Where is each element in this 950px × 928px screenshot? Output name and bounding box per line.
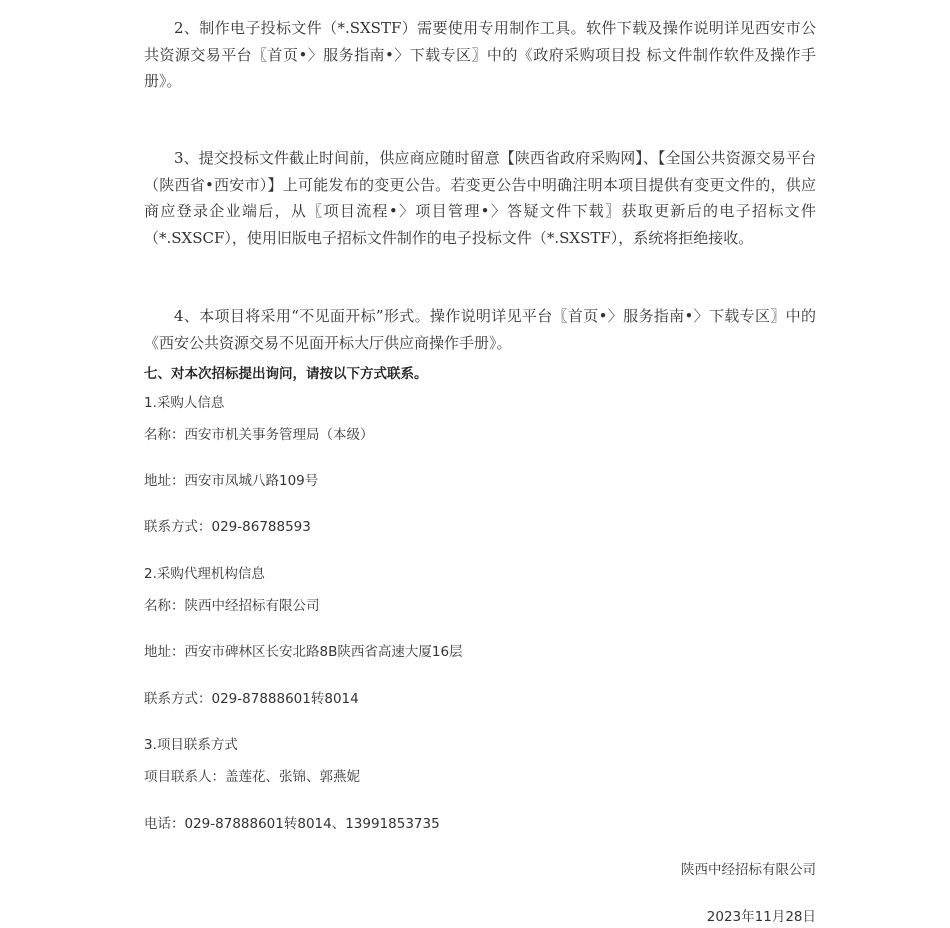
agency-contact: 联系方式：029-87888601转8014: [144, 691, 359, 707]
project-contact-phone: 电话：029-87888601转8014、13991853735: [144, 816, 440, 832]
agency-name: 名称：陕西中经招标有限公司: [144, 598, 320, 614]
purchaser-title: 1.采购人信息: [144, 395, 225, 411]
paragraph-tool-instructions: 2、制作电子投标文件（*.SXSTF）需要使用专用制作工具。软件下载及操作说明详见西安市公共资源交易平台〖首页•〉服务指南•〉下载专区〗中的《政府采购项目投 标文件制作软件及操作手册》。: [144, 19, 816, 90]
purchaser-address: 地址：西安市凤城八路109号: [144, 473, 319, 489]
project-contact-title: 3.项目联系方式: [144, 737, 238, 753]
purchaser-name: 名称：西安市机关事务管理局（本级）: [144, 427, 374, 443]
purchaser-contact: 联系方式：029-86788593: [144, 519, 311, 535]
paragraph-remote-opening: 4、本项目将采用“不见面开标”形式。操作说明详见平台〖首页•〉服务指南•〉下载专区〗中的《西安公共资源交易不见面开标大厅供应商操作手册》。: [144, 307, 816, 352]
agency-address: 地址：西安市碑林区长安北路8B陕西省高速大厦16层: [144, 644, 463, 660]
agency-title: 2.采购代理机构信息: [144, 566, 265, 582]
footer-company: 陕西中经招标有限公司: [681, 862, 816, 878]
paragraph-change-notice: 3、提交投标文件截止时间前，供应商应随时留意【陕西省政府采购网】、【全国公共资源交易平台（陕西省•西安市）】上可能发布的变更公告。若变更公告中明确注明本项目提供有变更文件的，供应商应登录企业端后，从〖项目流程•〉项目管理•〉答疑文件下载〗获取更新后的电子招标文件（*.SXSCF），使用旧版电子招标文件制作的电子投标文件（*.SXSTF），系统将拒绝接收。: [144, 149, 816, 247]
footer-date: 2023年11月28日: [706, 909, 816, 925]
project-contact-persons: 项目联系人：盖莲花、张锦、郭燕妮: [144, 769, 360, 785]
section-heading-contact: 七、对本次招标提出询问，请按以下方式联系。: [144, 366, 428, 382]
